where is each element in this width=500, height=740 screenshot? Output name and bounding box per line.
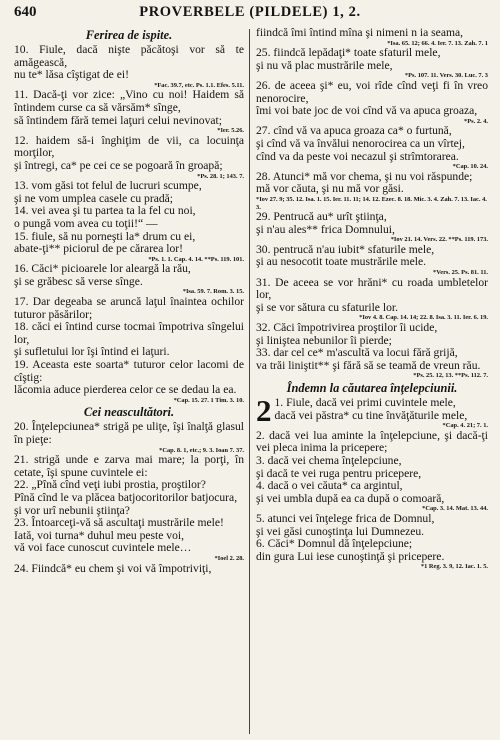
verse-text: 1. Fiule, dacă vei primi cuvintele mele, <box>274 396 456 409</box>
cross-reference: *Ps. 1. 1. Cap. 4. 14. **Ps. 119. 101. <box>148 255 244 263</box>
verse-line: vă voi face cunoscut cuvintele mele… <box>14 541 192 555</box>
cross-reference: *Iov 27. 9; 35. 12. Isa. 1. 15. Ier. 11. 11; 14. 12. Ezec. 8. 18. Mic. 3. 4. Zah. 7. 13. Iac. 4. 3. <box>256 195 487 211</box>
verse-line: 17. Dar degeaba se aruncă laţul înaintea ochilor tuturor păsărilor; <box>14 295 244 321</box>
right-column <box>256 27 488 571</box>
verse-line: lăcomia aduce pierderea celor ce se dedau la ea. <box>14 383 237 397</box>
verse-line: 2. dacă vei lua aminte la înţelepciune, şi dacă-ţi vei pleca inima la pricepere; <box>256 428 488 455</box>
section-heading: Îndemn la căutarea înţelepciunii. <box>286 381 458 395</box>
verse-line: şi dacă te vei ruga pentru pricepere, <box>256 466 422 480</box>
verse-line: îmi voi bate joc de voi cînd vă va apuca groaza, <box>256 104 478 118</box>
verse-line: 20. Înţelepciunea* strigă pe uliţe, îşi înalţă glasul în pieţe: <box>14 420 244 446</box>
cross-reference: *Fac. 39.7, etc. Ps. 1.1. Efes. 5.11. <box>154 81 244 89</box>
verse-line: dacă vei păstra* cu tine învăţăturile mele, <box>274 408 468 422</box>
verse-line: Pînă cînd le va plăcea batjocoritorilor batjocura, <box>14 490 238 504</box>
cross-reference: *Ps. 25. 12, 13. **Ps. 112. 7. <box>413 372 488 380</box>
verse-line: 29. Pentrucă au* urît ştiinţa, <box>256 210 387 224</box>
verse-line: 24. Fiindcă* eu chem şi voi vă împotriviţi, <box>14 561 212 575</box>
verse-line: şi cînd vă va învălui nenorocirea ca un vîrtej, <box>256 136 465 150</box>
cross-reference: *Iov 4. 8. Cap. 14. 14; 22. 8. Isa. 3. 11. Ier. 6. 19. <box>359 314 488 322</box>
verse-line: 15. fiule, să nu porneşti la* drum cu ei, <box>14 229 196 243</box>
cross-reference: *Ps. 107. 11. Vers. 30. Luc. 7. 3 <box>404 72 488 80</box>
page-number: 640 <box>14 4 37 20</box>
verse-line: 28. Atunci* mă vor chema, şi nu voi răspunde; <box>256 169 473 183</box>
verse-line: 3. dacă vei chema înţelepciune, <box>256 453 402 467</box>
verse-line: şi sufletului lor îşi întind ei laţuri. <box>14 345 170 359</box>
verse-line: 18. căci ei întind curse tocmai împotriva sîngelui lor, <box>14 320 244 346</box>
verse-line: 31. De aceea se vor hrăni* cu roada umbletelor lor, <box>256 275 488 302</box>
verse-line: şi vei găsi cunoştinţa lui Dumnezeu. <box>256 524 425 538</box>
verse-line: 26. de aceea şi* eu, voi rîde cînd veţi fi în vreo nenorocire, <box>256 78 488 105</box>
cross-reference: *Ier. 5.26. <box>217 127 244 135</box>
verse-line: 10. Fiule, dacă nişte păcătoşi vor să te amăgească, <box>14 43 244 69</box>
cross-reference: *Vers. 25. Ps. 81. 11. <box>433 269 488 277</box>
verse-line: şi se grăbesc să verse sînge. <box>14 274 143 288</box>
cross-reference: *Cap. 4. 21; 7. 1. <box>442 422 488 430</box>
verse-line: abate-ţi** piciorul de pe cărarea lor! <box>14 242 183 256</box>
verse-line: 12. haidem să-i înghiţim de vii, ca locuinţa morţilor, <box>14 133 244 160</box>
page-header <box>14 4 486 28</box>
cross-reference: *Isa. 65. 12; 66. 4. Ier. 7. 13. Zah. 7. 1 <box>387 39 488 47</box>
verse-line: o pungă vom avea cu toţii!“ — <box>14 216 158 230</box>
section-heading: Ferirea de ispite. <box>85 28 173 42</box>
verse-line: şi liniştea nebunilor îi pierde; <box>256 333 392 347</box>
verse-line: din gura Lui iese cunoştinţă şi pricepere. <box>256 549 445 563</box>
verse-line: 19. Aceasta este soarta* tuturor celor lacomi de cîştig: <box>14 358 244 384</box>
running-title: PROVERBELE (PILDELE) 1, 2. <box>139 4 361 20</box>
verse-line: Iată, voi turna* duhul meu peste voi, <box>14 528 185 542</box>
verse-line: şi vei umbla după ea ca după o comoară, <box>256 491 445 505</box>
verse-line: nu te* lăsa cîştigat de ei! <box>14 68 129 82</box>
verse-line: şi n'au ales** frica Domnului, <box>256 222 395 236</box>
verse-line: şi vor urî nebunii ştiinţa? <box>14 503 130 517</box>
verse-line: 5. atunci vei înţelege frica de Domnul, <box>256 511 435 525</box>
verse-line: şi se vor sătura cu sfaturile lor. <box>256 300 398 314</box>
chapter-number: 2 <box>256 393 272 428</box>
cross-reference: *Iov 21. 14. Vers. 22. **Ps. 119. 173. <box>390 236 488 244</box>
cross-reference: *Cap. 10. 24. <box>452 163 488 171</box>
verse-line: şi ne vom umplea casele cu pradă; <box>14 191 174 205</box>
verse-line: mă vor căuta, şi nu mă vor găsi. <box>256 182 404 196</box>
cross-reference: *Cap. 15. 27. 1 Tim. 3. 10. <box>173 396 244 404</box>
cross-reference: *Ps. 2. 4. <box>464 117 488 125</box>
verse-line: 11. Dacă-ţi vor zice: „Vino cu noi! Haidem să întindem curse ca să vărsăm* sînge, <box>14 88 244 114</box>
cross-reference: *Cap. 8. 1, etc.; 9. 3. Ioan 7. 37. <box>159 446 244 454</box>
verse-line: şi au nesocotit toate mustrările mele. <box>256 255 426 269</box>
verse-line: 16. Căci* picioarele lor aleargă la rău, <box>14 262 191 276</box>
verse-line: fiindcă îmi întind mîna şi nimeni n ia seama, <box>256 26 464 39</box>
verse-line: şi întregi, ca* pe cei ce se pogoară în groapă; <box>14 158 223 172</box>
verse-line: 33. dar cel ce* m'ascultă va locui fără grijă, <box>256 346 458 360</box>
verse-line: 21. strigă unde e zarva mai mare; la porţi, în cetate, îşi spune cuvintele ei: <box>14 453 244 479</box>
verse-line: şi nu vă plac mustrările mele, <box>256 58 393 72</box>
verse-line: 25. fiindcă lepădaţi* toate sfaturil mele, <box>256 46 441 60</box>
cross-reference: *Ioel 2. 28. <box>214 554 244 562</box>
cross-reference: *1 Reg. 3. 9, 12. Iac. 1. 5. <box>420 563 488 571</box>
cross-reference: *Isa. 59. 7. Rom. 3. 15. <box>182 288 244 296</box>
cross-reference: *Cap. 3. 14. Mat. 13. 44. <box>422 505 488 513</box>
column-divider <box>249 29 250 734</box>
verse-line: să întindem fără temei laţuri celui nevinovat; <box>14 113 222 127</box>
cross-reference: *Ps. 28. 1; 143. 7. <box>197 172 244 180</box>
verse-line: 6. Căci* Domnul dă înţelepciune; <box>256 537 413 551</box>
left-column <box>14 27 244 575</box>
verse-line: 30. pentrucă n'au iubit* sfaturile mele, <box>256 242 435 256</box>
verse-line: 14. vei avea şi tu partea ta la fel cu noi, <box>14 204 196 218</box>
verse-line: 13. vom găsi tot felul de lucruri scumpe, <box>14 179 202 193</box>
verse-line: va trăi liniştit** şi fără să se teamă de vreun rău. <box>256 358 481 372</box>
verse-line: cînd va da peste voi necazul şi strîmtorarea. <box>256 149 459 163</box>
verse-line: 27. cînd vă va apuca groaza ca* o furtună, <box>256 124 452 138</box>
verse-line: 32. Căci împotrivirea proştilor îi ucide, <box>256 321 438 335</box>
verse-line: 23. Întoarceţi-vă să ascultaţi mustrările mele! <box>14 516 224 530</box>
verse-line: 4. dacă o vei căuta* ca argintul, <box>256 479 403 493</box>
section-heading: Cei neascultători. <box>83 405 175 420</box>
verse-line: 22. „Pînă cînd veţi iubi prostia, proştilor? <box>14 478 206 492</box>
